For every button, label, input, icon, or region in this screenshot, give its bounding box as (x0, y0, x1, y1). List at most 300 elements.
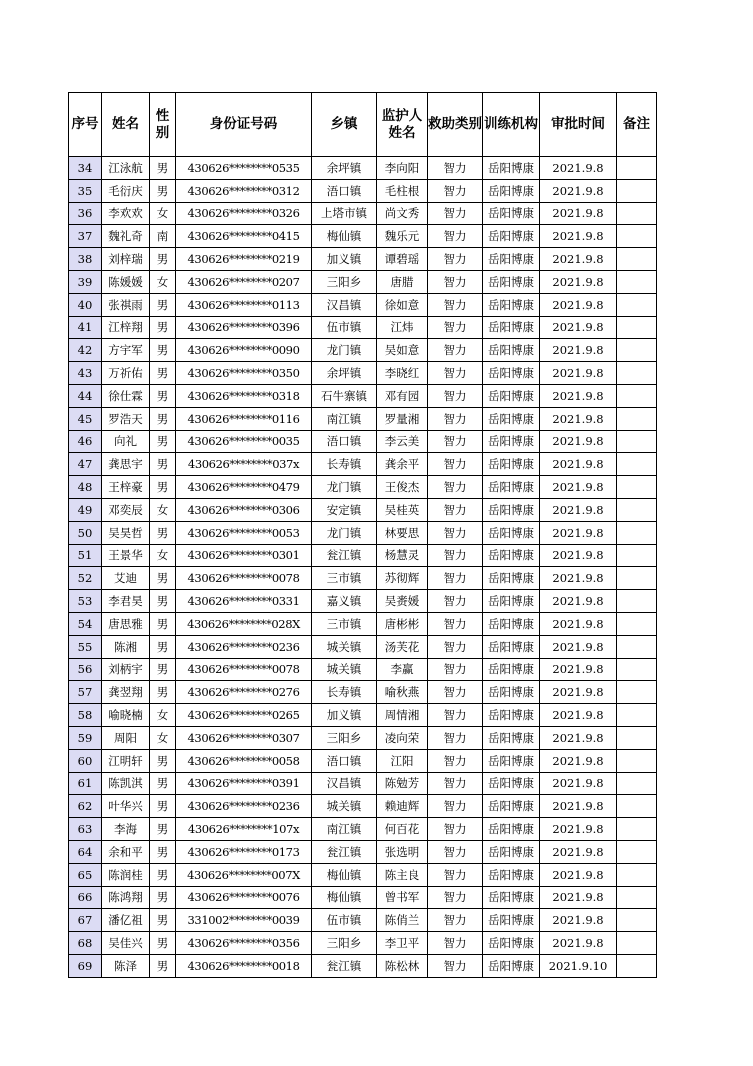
cell-town: 龙门镇 (312, 339, 377, 362)
cell-name: 魏礼奇 (102, 225, 150, 248)
cell-name: 徐仕霖 (102, 384, 150, 407)
cell-institution: 岳阳博康 (483, 726, 540, 749)
cell-guardian: 罗量湘 (377, 407, 428, 430)
table-row (69, 157, 657, 180)
cell-aid-type: 智力 (428, 179, 483, 202)
cell-aid-type: 智力 (428, 840, 483, 863)
cell-remarks (617, 954, 657, 977)
cell-id-number: 331002********0039 (176, 909, 312, 932)
cell-approval-date: 2021.9.8 (540, 909, 617, 932)
cell-guardian: 陈俏兰 (377, 909, 428, 932)
cell-town: 上塔市镇 (312, 202, 377, 225)
cell-approval-date: 2021.9.8 (540, 726, 617, 749)
cell-aid-type: 智力 (428, 339, 483, 362)
cell-approval-date: 2021.9.8 (540, 772, 617, 795)
table-row (69, 225, 657, 248)
cell-institution: 岳阳博康 (483, 635, 540, 658)
cell-id-number: 430626********0207 (176, 270, 312, 293)
cell-no: 62 (69, 795, 102, 818)
table-row (69, 293, 657, 316)
cell-gender: 男 (150, 681, 176, 704)
table-row (69, 704, 657, 727)
table-row (69, 726, 657, 749)
cell-approval-date: 2021.9.8 (540, 202, 617, 225)
cell-town: 三市镇 (312, 612, 377, 635)
cell-institution: 岳阳博康 (483, 840, 540, 863)
cell-institution: 岳阳博康 (483, 772, 540, 795)
cell-aid-type: 智力 (428, 476, 483, 499)
table-row (69, 339, 657, 362)
header-approval-date: 审批时间 (540, 93, 617, 157)
cell-id-number: 430626********0306 (176, 498, 312, 521)
cell-aid-type: 智力 (428, 453, 483, 476)
cell-gender: 男 (150, 909, 176, 932)
table-row (69, 681, 657, 704)
roster-table (68, 92, 657, 978)
cell-aid-type: 智力 (428, 612, 483, 635)
cell-guardian: 张选明 (377, 840, 428, 863)
cell-remarks (617, 635, 657, 658)
cell-guardian: 魏乐元 (377, 225, 428, 248)
cell-remarks (617, 498, 657, 521)
cell-aid-type: 智力 (428, 818, 483, 841)
cell-id-number: 430626********0396 (176, 316, 312, 339)
cell-name: 吴佳兴 (102, 932, 150, 955)
cell-no: 40 (69, 293, 102, 316)
cell-approval-date: 2021.9.8 (540, 521, 617, 544)
cell-approval-date: 2021.9.8 (540, 704, 617, 727)
cell-institution: 岳阳博康 (483, 818, 540, 841)
cell-no: 36 (69, 202, 102, 225)
cell-approval-date: 2021.9.8 (540, 179, 617, 202)
cell-town: 浯口镇 (312, 749, 377, 772)
cell-institution: 岳阳博康 (483, 795, 540, 818)
cell-gender: 男 (150, 749, 176, 772)
cell-remarks (617, 612, 657, 635)
cell-town: 城关镇 (312, 635, 377, 658)
cell-institution: 岳阳博康 (483, 704, 540, 727)
cell-no: 54 (69, 612, 102, 635)
cell-no: 37 (69, 225, 102, 248)
cell-approval-date: 2021.9.8 (540, 840, 617, 863)
cell-remarks (617, 704, 657, 727)
cell-name: 唐思雅 (102, 612, 150, 635)
table-row (69, 248, 657, 271)
cell-no: 39 (69, 270, 102, 293)
cell-aid-type: 智力 (428, 521, 483, 544)
cell-no: 55 (69, 635, 102, 658)
cell-no: 51 (69, 544, 102, 567)
cell-name: 江泳航 (102, 157, 150, 180)
cell-remarks (617, 521, 657, 544)
cell-no: 49 (69, 498, 102, 521)
cell-id-number: 430626********0018 (176, 954, 312, 977)
cell-no: 47 (69, 453, 102, 476)
cell-aid-type: 智力 (428, 772, 483, 795)
cell-approval-date: 2021.9.8 (540, 430, 617, 453)
cell-name: 王景华 (102, 544, 150, 567)
cell-id-number: 430626********0350 (176, 362, 312, 385)
cell-id-number: 430626********0265 (176, 704, 312, 727)
cell-institution: 岳阳博康 (483, 521, 540, 544)
cell-remarks (617, 157, 657, 180)
cell-guardian: 吴桂英 (377, 498, 428, 521)
cell-institution: 岳阳博康 (483, 749, 540, 772)
cell-id-number: 430626********0219 (176, 248, 312, 271)
cell-approval-date: 2021.9.8 (540, 886, 617, 909)
cell-town: 汉昌镇 (312, 772, 377, 795)
table-row (69, 749, 657, 772)
cell-institution: 岳阳博康 (483, 270, 540, 293)
cell-remarks (617, 407, 657, 430)
cell-name: 刘梓瑞 (102, 248, 150, 271)
cell-town: 三市镇 (312, 567, 377, 590)
cell-town: 浯口镇 (312, 430, 377, 453)
cell-guardian: 唐彬彬 (377, 612, 428, 635)
cell-town: 三阳乡 (312, 726, 377, 749)
table-row (69, 772, 657, 795)
cell-town: 梅仙镇 (312, 863, 377, 886)
cell-remarks (617, 772, 657, 795)
cell-institution: 岳阳博康 (483, 886, 540, 909)
cell-remarks (617, 339, 657, 362)
cell-id-number: 430626********0301 (176, 544, 312, 567)
cell-no: 44 (69, 384, 102, 407)
cell-town: 瓮江镇 (312, 840, 377, 863)
cell-id-number: 430626********0116 (176, 407, 312, 430)
cell-gender: 女 (150, 202, 176, 225)
cell-guardian: 毛柱根 (377, 179, 428, 202)
cell-guardian: 尚文秀 (377, 202, 428, 225)
cell-aid-type: 智力 (428, 407, 483, 430)
cell-guardian: 陈主良 (377, 863, 428, 886)
cell-institution: 岳阳博康 (483, 430, 540, 453)
cell-no: 38 (69, 248, 102, 271)
cell-gender: 男 (150, 635, 176, 658)
cell-remarks (617, 840, 657, 863)
cell-town: 龙门镇 (312, 476, 377, 499)
cell-approval-date: 2021.9.8 (540, 270, 617, 293)
cell-gender: 男 (150, 248, 176, 271)
cell-name: 陈泽 (102, 954, 150, 977)
cell-gender: 男 (150, 384, 176, 407)
table-row (69, 818, 657, 841)
cell-no: 43 (69, 362, 102, 385)
table-row (69, 498, 657, 521)
cell-town: 汉昌镇 (312, 293, 377, 316)
cell-gender: 男 (150, 362, 176, 385)
cell-aid-type: 智力 (428, 430, 483, 453)
cell-no: 52 (69, 567, 102, 590)
cell-gender: 男 (150, 316, 176, 339)
cell-institution: 岳阳博康 (483, 384, 540, 407)
cell-guardian: 谭碧瑶 (377, 248, 428, 271)
cell-remarks (617, 202, 657, 225)
cell-approval-date: 2021.9.8 (540, 453, 617, 476)
cell-name: 艾迪 (102, 567, 150, 590)
cell-town: 南江镇 (312, 818, 377, 841)
cell-id-number: 430626********0090 (176, 339, 312, 362)
cell-gender: 男 (150, 430, 176, 453)
cell-id-number: 430626********0076 (176, 886, 312, 909)
cell-name: 吴昊哲 (102, 521, 150, 544)
cell-institution: 岳阳博康 (483, 681, 540, 704)
table-row (69, 270, 657, 293)
cell-approval-date: 2021.9.8 (540, 248, 617, 271)
table-row (69, 932, 657, 955)
cell-id-number: 430626********0356 (176, 932, 312, 955)
cell-aid-type: 智力 (428, 954, 483, 977)
header-id: 身份证号码 (176, 93, 312, 157)
table-row (69, 362, 657, 385)
cell-aid-type: 智力 (428, 658, 483, 681)
cell-remarks (617, 248, 657, 271)
cell-aid-type: 智力 (428, 225, 483, 248)
cell-name: 叶华兴 (102, 795, 150, 818)
cell-guardian: 李卫平 (377, 932, 428, 955)
cell-approval-date: 2021.9.8 (540, 476, 617, 499)
cell-approval-date: 2021.9.8 (540, 225, 617, 248)
cell-remarks (617, 430, 657, 453)
cell-aid-type: 智力 (428, 795, 483, 818)
table-row (69, 521, 657, 544)
cell-institution: 岳阳博康 (483, 202, 540, 225)
cell-gender: 男 (150, 157, 176, 180)
cell-name: 潘亿祖 (102, 909, 150, 932)
cell-gender: 南 (150, 225, 176, 248)
cell-aid-type: 智力 (428, 157, 483, 180)
cell-no: 61 (69, 772, 102, 795)
cell-no: 46 (69, 430, 102, 453)
cell-institution: 岳阳博康 (483, 909, 540, 932)
cell-approval-date: 2021.9.8 (540, 681, 617, 704)
header-row (69, 93, 657, 157)
cell-aid-type: 智力 (428, 681, 483, 704)
cell-id-number: 430626********0326 (176, 202, 312, 225)
cell-gender: 男 (150, 453, 176, 476)
cell-institution: 岳阳博康 (483, 293, 540, 316)
cell-guardian: 陈勉芳 (377, 772, 428, 795)
cell-guardian: 唐腊 (377, 270, 428, 293)
table-row (69, 384, 657, 407)
cell-no: 57 (69, 681, 102, 704)
cell-approval-date: 2021.9.8 (540, 384, 617, 407)
cell-town: 加义镇 (312, 248, 377, 271)
table-row (69, 407, 657, 430)
table-row (69, 635, 657, 658)
cell-remarks (617, 863, 657, 886)
cell-town: 余坪镇 (312, 157, 377, 180)
cell-town: 瓮江镇 (312, 954, 377, 977)
cell-id-number: 430626********0078 (176, 567, 312, 590)
cell-guardian: 吴赉媛 (377, 590, 428, 613)
cell-gender: 男 (150, 476, 176, 499)
cell-name: 方宇军 (102, 339, 150, 362)
cell-guardian: 李晓红 (377, 362, 428, 385)
cell-name: 张祺雨 (102, 293, 150, 316)
table-row (69, 863, 657, 886)
cell-institution: 岳阳博康 (483, 157, 540, 180)
cell-approval-date: 2021.9.10 (540, 954, 617, 977)
cell-name: 江梓翔 (102, 316, 150, 339)
cell-town: 余坪镇 (312, 362, 377, 385)
cell-guardian: 江阳 (377, 749, 428, 772)
cell-gender: 男 (150, 795, 176, 818)
cell-approval-date: 2021.9.8 (540, 590, 617, 613)
cell-no: 63 (69, 818, 102, 841)
cell-gender: 男 (150, 339, 176, 362)
cell-gender: 男 (150, 658, 176, 681)
cell-aid-type: 智力 (428, 863, 483, 886)
cell-remarks (617, 544, 657, 567)
cell-no: 48 (69, 476, 102, 499)
cell-town: 梅仙镇 (312, 886, 377, 909)
cell-name: 周阳 (102, 726, 150, 749)
cell-guardian: 何百花 (377, 818, 428, 841)
cell-name: 喻晓楠 (102, 704, 150, 727)
cell-town: 三阳乡 (312, 270, 377, 293)
cell-remarks (617, 316, 657, 339)
cell-name: 陈湘 (102, 635, 150, 658)
table-row (69, 954, 657, 977)
table-header (69, 93, 657, 157)
cell-approval-date: 2021.9.8 (540, 749, 617, 772)
cell-institution: 岳阳博康 (483, 362, 540, 385)
cell-institution: 岳阳博康 (483, 658, 540, 681)
cell-name: 罗浩天 (102, 407, 150, 430)
cell-remarks (617, 384, 657, 407)
cell-approval-date: 2021.9.8 (540, 498, 617, 521)
cell-guardian: 陈松林 (377, 954, 428, 977)
cell-guardian: 徐如意 (377, 293, 428, 316)
cell-town: 龙门镇 (312, 521, 377, 544)
cell-remarks (617, 909, 657, 932)
cell-name: 向礼 (102, 430, 150, 453)
cell-no: 41 (69, 316, 102, 339)
cell-no: 42 (69, 339, 102, 362)
cell-no: 35 (69, 179, 102, 202)
cell-no: 68 (69, 932, 102, 955)
table-row (69, 590, 657, 613)
cell-town: 长寿镇 (312, 681, 377, 704)
cell-id-number: 430626********0535 (176, 157, 312, 180)
cell-guardian: 李赢 (377, 658, 428, 681)
cell-gender: 女 (150, 544, 176, 567)
cell-remarks (617, 932, 657, 955)
cell-approval-date: 2021.9.8 (540, 339, 617, 362)
cell-name: 李海 (102, 818, 150, 841)
cell-town: 梅仙镇 (312, 225, 377, 248)
cell-gender: 男 (150, 612, 176, 635)
cell-remarks (617, 270, 657, 293)
cell-no: 66 (69, 886, 102, 909)
cell-gender: 男 (150, 521, 176, 544)
cell-guardian: 江炜 (377, 316, 428, 339)
cell-institution: 岳阳博康 (483, 612, 540, 635)
table-row (69, 544, 657, 567)
table-row (69, 658, 657, 681)
cell-remarks (617, 886, 657, 909)
cell-gender: 男 (150, 567, 176, 590)
cell-gender: 男 (150, 407, 176, 430)
cell-remarks (617, 795, 657, 818)
cell-gender: 男 (150, 772, 176, 795)
cell-id-number: 430626********0331 (176, 590, 312, 613)
cell-remarks (617, 293, 657, 316)
cell-approval-date: 2021.9.8 (540, 932, 617, 955)
cell-approval-date: 2021.9.8 (540, 544, 617, 567)
cell-no: 65 (69, 863, 102, 886)
cell-id-number: 430626********0113 (176, 293, 312, 316)
header-guardian: 监护人姓名 (377, 93, 428, 157)
cell-name: 陈鸿翔 (102, 886, 150, 909)
cell-id-number: 430626********0058 (176, 749, 312, 772)
cell-aid-type: 智力 (428, 886, 483, 909)
cell-gender: 男 (150, 590, 176, 613)
cell-no: 45 (69, 407, 102, 430)
cell-name: 龚思宇 (102, 453, 150, 476)
cell-town: 加义镇 (312, 704, 377, 727)
cell-aid-type: 智力 (428, 270, 483, 293)
cell-name: 陈润桂 (102, 863, 150, 886)
cell-name: 邓奕辰 (102, 498, 150, 521)
cell-town: 三阳乡 (312, 932, 377, 955)
cell-remarks (617, 590, 657, 613)
cell-aid-type: 智力 (428, 567, 483, 590)
cell-no: 59 (69, 726, 102, 749)
cell-id-number: 430626********0276 (176, 681, 312, 704)
cell-gender: 男 (150, 293, 176, 316)
cell-town: 南江镇 (312, 407, 377, 430)
cell-remarks (617, 362, 657, 385)
cell-id-number: 430626********0312 (176, 179, 312, 202)
cell-gender: 女 (150, 704, 176, 727)
cell-remarks (617, 749, 657, 772)
cell-id-number: 430626********0415 (176, 225, 312, 248)
cell-id-number: 430626********0035 (176, 430, 312, 453)
header-institution: 训练机构 (483, 93, 540, 157)
cell-no: 67 (69, 909, 102, 932)
cell-guardian: 李向阳 (377, 157, 428, 180)
cell-aid-type: 智力 (428, 362, 483, 385)
cell-gender: 男 (150, 179, 176, 202)
cell-institution: 岳阳博康 (483, 498, 540, 521)
table-row (69, 453, 657, 476)
cell-approval-date: 2021.9.8 (540, 293, 617, 316)
cell-aid-type: 智力 (428, 248, 483, 271)
cell-name: 陈凯淇 (102, 772, 150, 795)
cell-name: 陈媛媛 (102, 270, 150, 293)
cell-no: 50 (69, 521, 102, 544)
cell-id-number: 430626********037x (176, 453, 312, 476)
cell-institution: 岳阳博康 (483, 544, 540, 567)
cell-gender: 男 (150, 863, 176, 886)
cell-institution: 岳阳博康 (483, 954, 540, 977)
table-row (69, 909, 657, 932)
header-gender: 性别 (150, 93, 176, 157)
cell-name: 龚翌翔 (102, 681, 150, 704)
cell-guardian: 邓有园 (377, 384, 428, 407)
cell-no: 64 (69, 840, 102, 863)
cell-gender: 女 (150, 270, 176, 293)
cell-guardian: 王俊杰 (377, 476, 428, 499)
cell-approval-date: 2021.9.8 (540, 818, 617, 841)
cell-id-number: 430626********107x (176, 818, 312, 841)
cell-town: 城关镇 (312, 795, 377, 818)
cell-approval-date: 2021.9.8 (540, 407, 617, 430)
cell-no: 60 (69, 749, 102, 772)
cell-name: 李君昊 (102, 590, 150, 613)
